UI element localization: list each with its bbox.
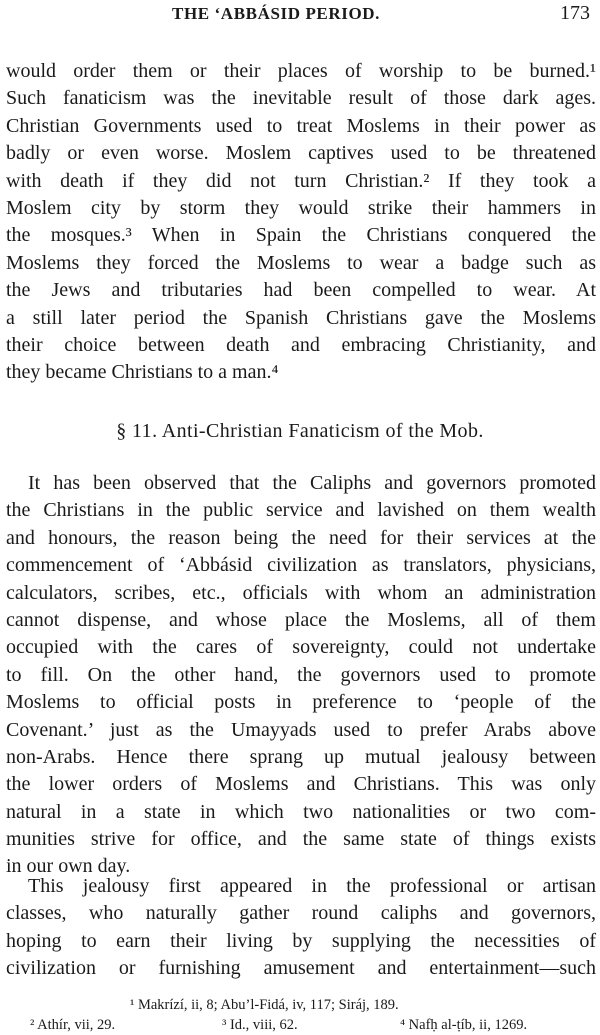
text-line: Moslems they forced the Moslems to wear a badge such as bbox=[6, 251, 596, 274]
text-line: calculators, scribes, etc., officials with whom an administration bbox=[6, 581, 596, 604]
running-title: THE ‘ABBÁSID PERIOD. bbox=[172, 4, 381, 23]
text-line: and honours, the reason being the need for their services at the bbox=[6, 526, 596, 549]
footnotes bbox=[30, 995, 570, 1035]
text-line: commencement of ‘Abbásid civilization as translators, physicians, bbox=[6, 554, 596, 577]
text-line: the mosques.³ When in Spain the Christians conquered the bbox=[6, 224, 596, 247]
text-line: the lower orders of Moslems and Christians. This was only bbox=[6, 773, 596, 796]
text-line: a still later period the Spanish Christians gave the Moslems bbox=[6, 306, 596, 329]
text-line: cannot dispense, and whose place the Moslems, all of them bbox=[6, 608, 596, 631]
text-line: the Christians in the public service and lavished on them wealth bbox=[6, 499, 596, 522]
text-line: to fill. On the other hand, the governors used to promote bbox=[6, 663, 596, 686]
text-line: they became Christians to a man.⁴ bbox=[6, 361, 279, 384]
page-number: 173 bbox=[560, 2, 590, 24]
text-line: their choice between death and embracing Christianity, and bbox=[6, 333, 596, 356]
text-line: hoping to earn their living by supplying the necessities of bbox=[6, 929, 596, 952]
text-line: Such fanaticism was the inevitable result of those dark ages. bbox=[6, 87, 596, 110]
text-line: Covenant.’ just as the Umayyads used to prefer Arabs above bbox=[6, 718, 596, 741]
text-line: natural in a state in which two nationalities or two com- bbox=[6, 800, 596, 823]
text-line: in our own day. bbox=[6, 855, 131, 878]
footnote-2: ² Athír, vii, 29. bbox=[30, 1017, 116, 1033]
text-line: with death if they did not turn Christian.² If they took a bbox=[6, 169, 596, 192]
text-line: munities strive for office, and the same state of things exists bbox=[6, 828, 596, 851]
text-line: This jealousy first appeared in the professional or artisan bbox=[28, 875, 596, 897]
text-line: Moslems to official posts in preference to ‘people of the bbox=[6, 691, 596, 714]
text-line: non-Arabs. Hence there sprang up mutual jealousy between bbox=[6, 745, 596, 768]
footnote-4: ⁴ Nafḥ al-ṭíb, ii, 1269. bbox=[400, 1017, 528, 1033]
section-heading: § 11. Anti-Christian Fanaticism of the Mob. bbox=[116, 420, 484, 442]
paragraph bbox=[6, 873, 596, 983]
text-line: It has been observed that the Caliphs and governors promoted bbox=[28, 472, 596, 494]
text-line: would order them or their places of worship to be burned.¹ bbox=[6, 60, 596, 82]
text-line: occupied with the cares of sovereignty, could not undertake bbox=[6, 636, 596, 659]
footnote-3: ³ Id., viii, 62. bbox=[222, 1017, 298, 1033]
text-line: Moslem city by storm they would strike their hammers in bbox=[6, 196, 596, 219]
footnote-line bbox=[30, 995, 570, 1015]
text-line: badly or even worse. Moslem captives used to be threatened bbox=[6, 142, 596, 165]
page-header bbox=[0, 2, 600, 32]
paragraph-continued bbox=[6, 58, 596, 387]
text-line: the Jews and tributaries had been compelled to wear. At bbox=[6, 279, 596, 302]
paragraph bbox=[6, 470, 596, 881]
text-line: Christian Governments used to treat Moslems in their power as bbox=[6, 114, 596, 137]
footnote-line bbox=[30, 1015, 570, 1035]
footnote-1: ¹ Makrízí, ii, 8; Abu’l-Fidá, iv, 117; Siráj, 189. bbox=[130, 997, 399, 1013]
text-line: civilization or furnishing amusement and entertainment—such bbox=[6, 957, 596, 980]
text-line: classes, who naturally gather round caliphs and governors, bbox=[6, 902, 596, 925]
